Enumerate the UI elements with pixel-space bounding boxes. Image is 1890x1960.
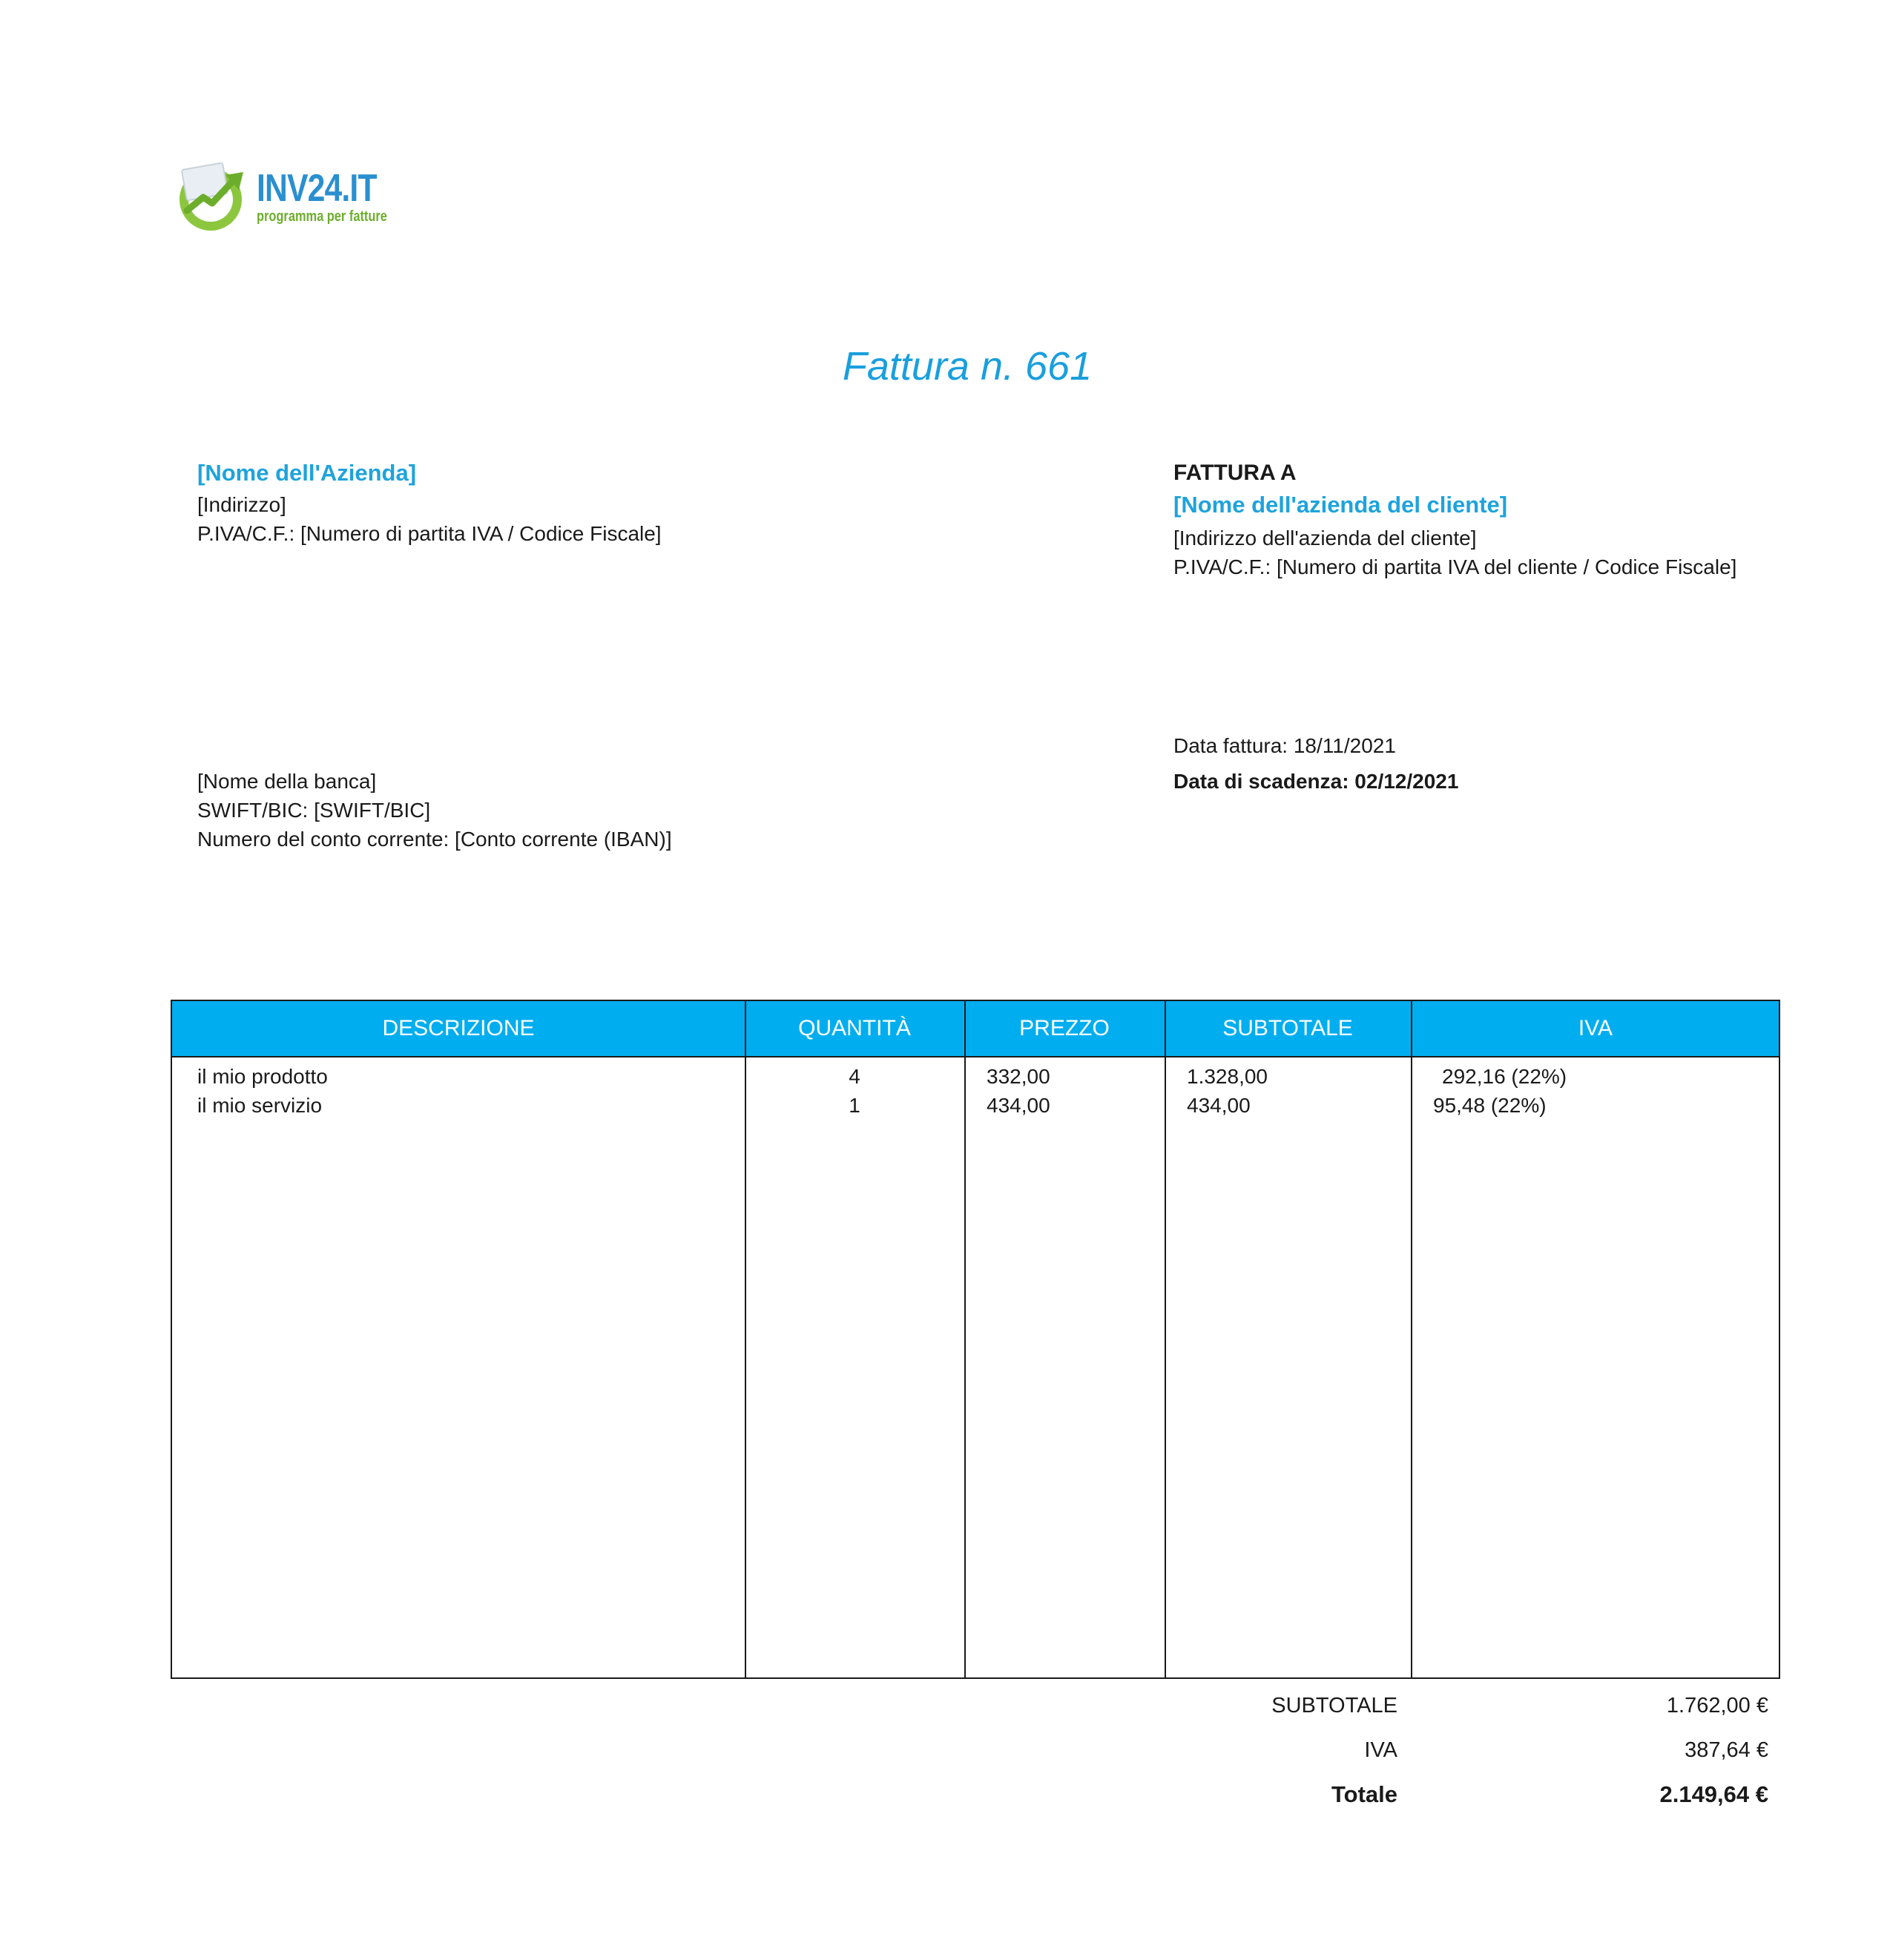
table-header (172, 1001, 1779, 1057)
buyer-name: [Nome dell'azienda del cliente] (1173, 492, 1508, 518)
due-date: Data di scadenza: 02/12/2021 (1173, 770, 1459, 793)
bank-swift: SWIFT/BIC: [SWIFT/BIC] (197, 799, 431, 822)
vat-total-label: IVA (1364, 1738, 1397, 1762)
logo-wordmark: INV24.IT (257, 167, 377, 210)
bank-name: [Nome della banca] (197, 770, 377, 793)
subtotal-label: SUBTOTALE (1271, 1694, 1397, 1718)
buyer-address: [Indirizzo dell'azienda del cliente] (1173, 527, 1477, 550)
seller-name: [Nome dell'Azienda] (197, 460, 417, 486)
row-price: 434,00 (987, 1094, 1050, 1117)
row-vat: 95,48 (22%) (1433, 1094, 1547, 1117)
grand-total-value: 2.149,64 € (1659, 1781, 1768, 1807)
company-logo (174, 159, 396, 233)
header-iva: IVA (1578, 1016, 1613, 1040)
row-subtotal: 1.328,00 (1187, 1065, 1268, 1088)
row-price: 332,00 (987, 1065, 1050, 1088)
logo-icon (174, 159, 255, 233)
header-prezzo: PREZZO (1019, 1016, 1110, 1040)
vat-total-value: 387,64 € (1685, 1738, 1768, 1762)
column-divider (964, 1001, 966, 1677)
grand-total-label: Totale (1331, 1781, 1397, 1807)
column-divider (1165, 1001, 1166, 1677)
row-quantity: 4 (849, 1065, 860, 1088)
row-quantity: 1 (849, 1094, 860, 1117)
row-description: il mio prodotto (197, 1065, 328, 1088)
header-quantita: QUANTITÀ (798, 1016, 911, 1040)
invoice-date: Data fattura: 18/11/2021 (1173, 734, 1396, 757)
seller-vat: P.IVA/C.F.: [Numero di partita IVA / Codice Fiscale] (197, 522, 662, 545)
buyer-heading: FATTURA A (1173, 461, 1297, 485)
row-description: il mio servizio (197, 1094, 323, 1117)
buyer-vat: P.IVA/C.F.: [Numero di partita IVA del cliente / Codice Fiscale] (1173, 555, 1737, 578)
invoice-title: Fattura n. 661 (842, 344, 1093, 389)
items-table (171, 1000, 1780, 1679)
header-descrizione: DESCRIZIONE (382, 1016, 535, 1040)
column-divider (1411, 1001, 1412, 1677)
bank-account: Numero del conto corrente: [Conto corrente (IBAN)] (197, 828, 672, 851)
logo-tagline: programma per fatture (257, 208, 387, 225)
row-vat: 292,16 (22%) (1442, 1065, 1567, 1088)
row-subtotal: 434,00 (1187, 1094, 1251, 1117)
subtotal-value: 1.762,00 € (1666, 1694, 1768, 1718)
seller-address: [Indirizzo] (197, 493, 286, 516)
header-subtotale: SUBTOTALE (1222, 1016, 1353, 1040)
